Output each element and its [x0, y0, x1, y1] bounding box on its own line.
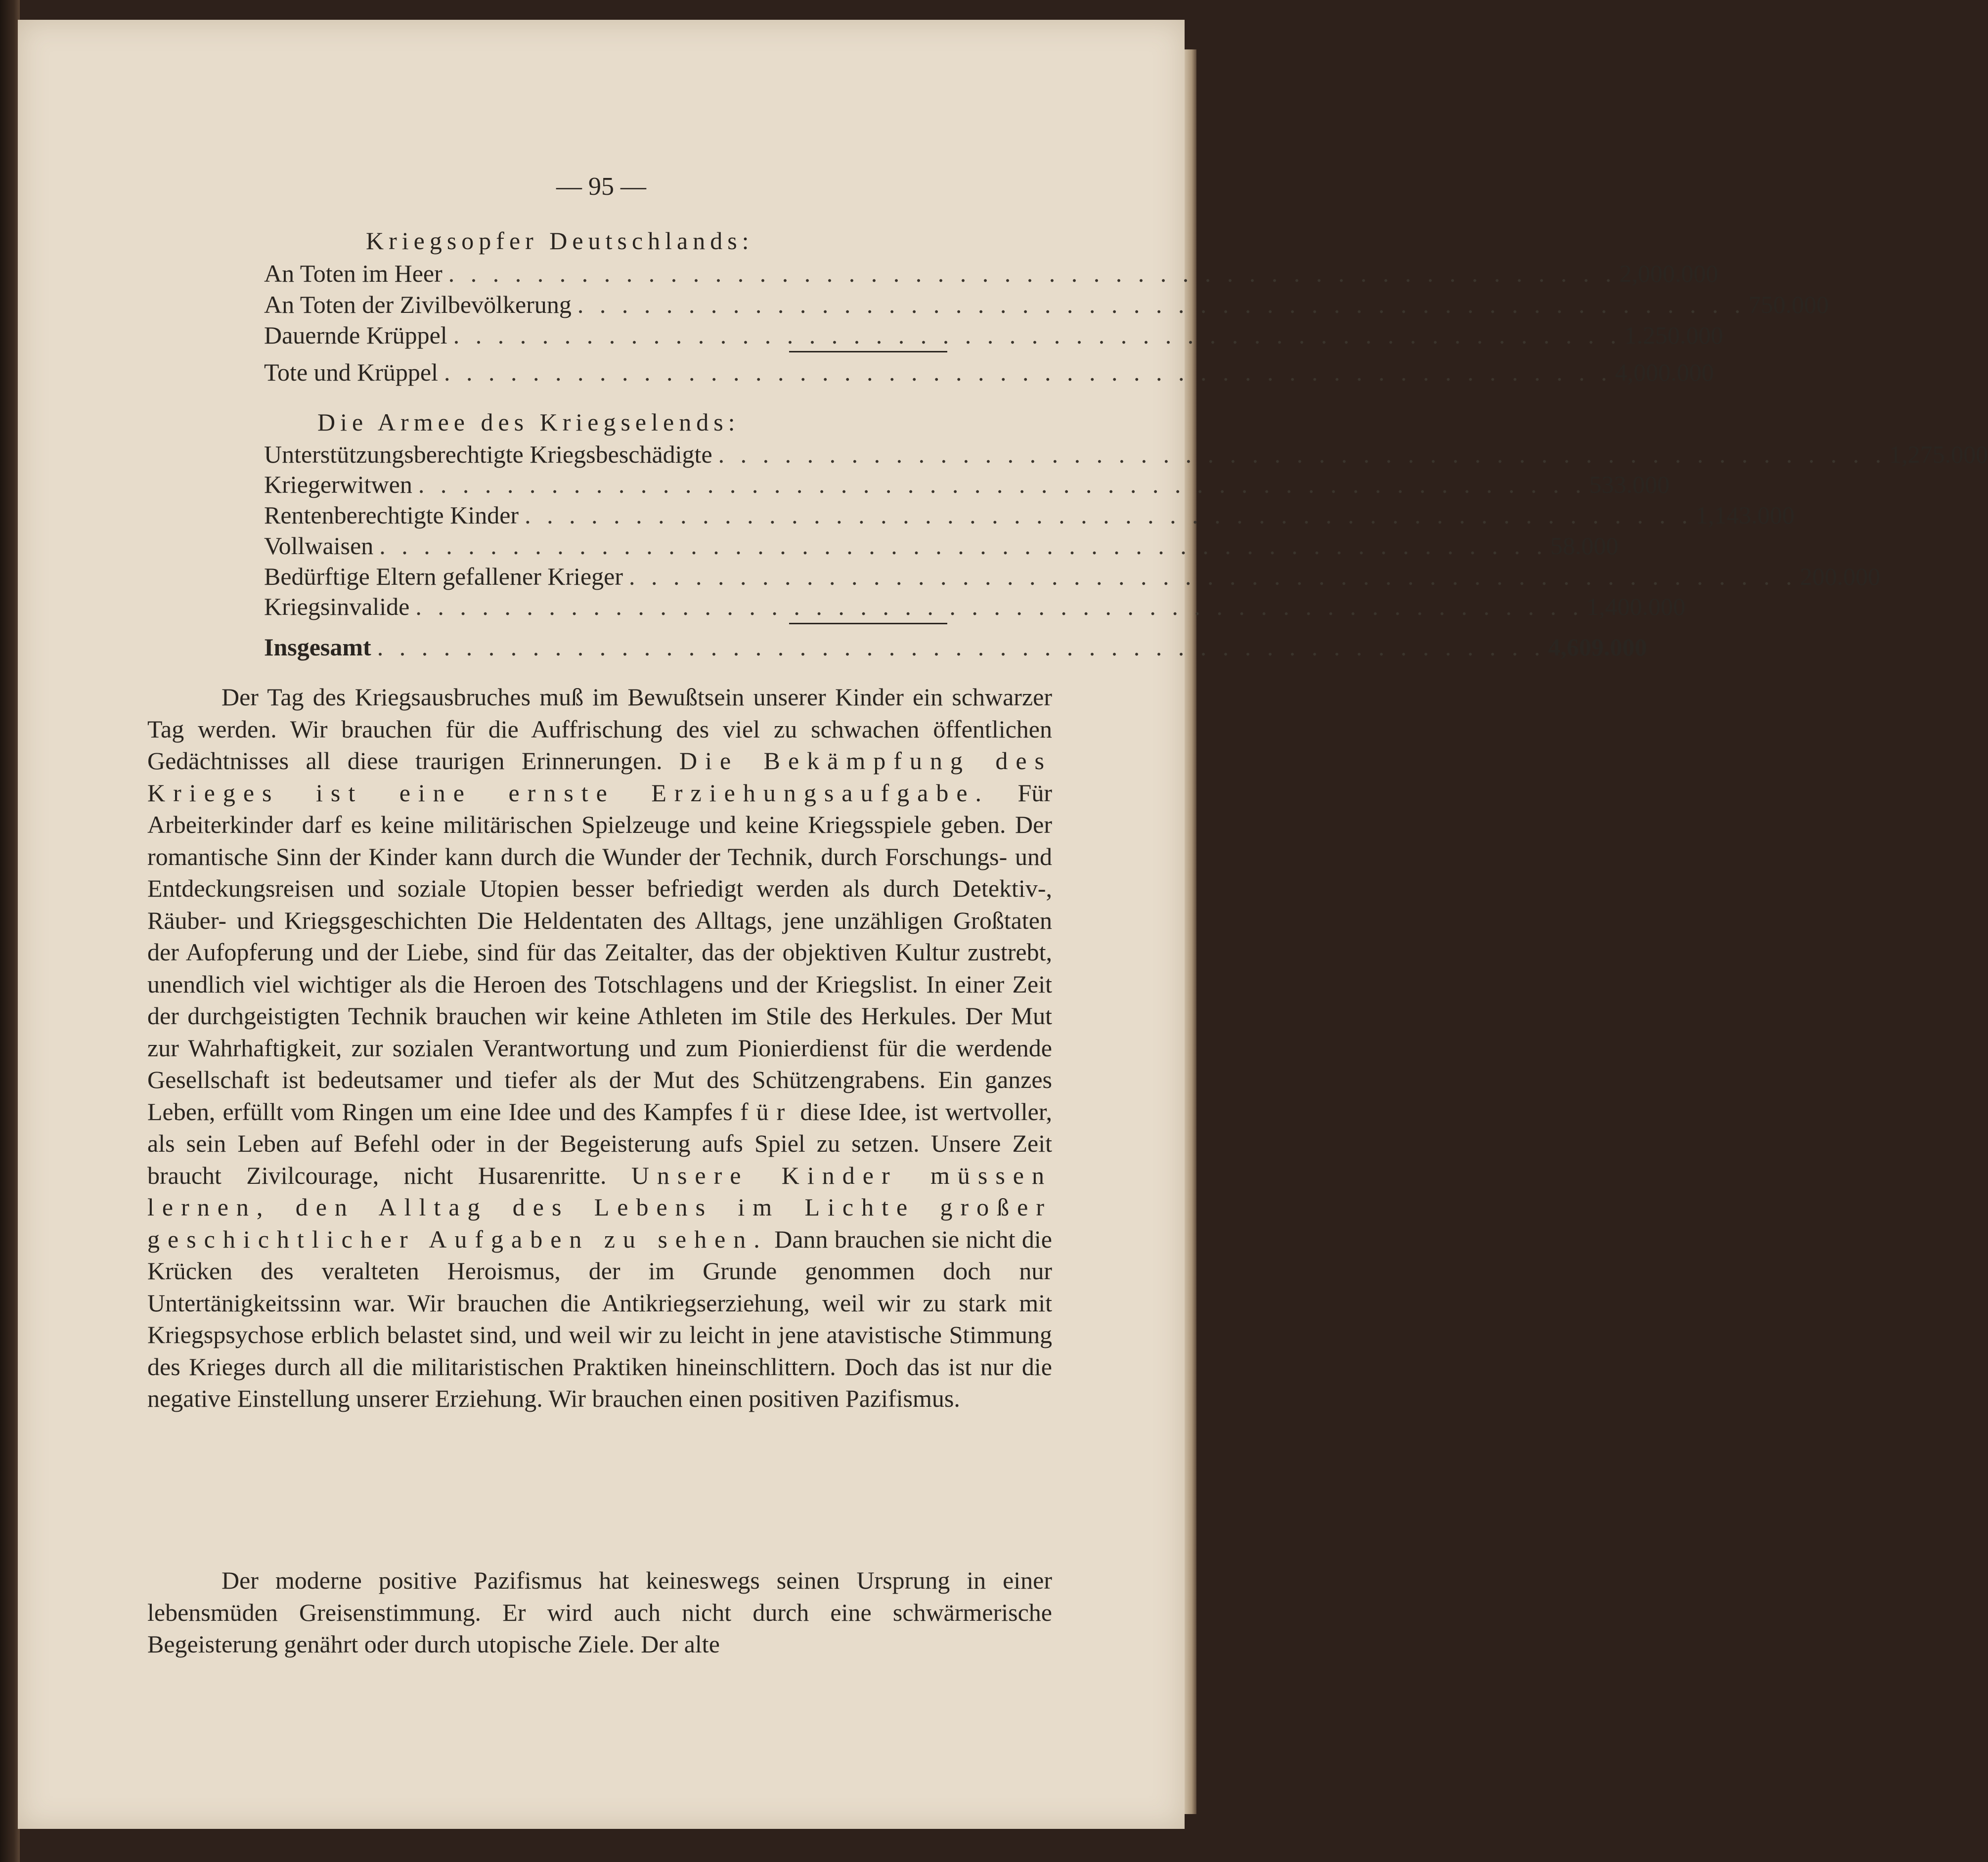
row-label: Insgesamt	[264, 633, 371, 661]
book-spine-edge	[0, 0, 20, 1862]
leader-dots: . . . . . . . . . . . . . . . . . . . . . . . . . . . . . . . . . . . . . . . . . . . . . . . . . . . . .	[448, 260, 1617, 287]
table-total-row	[264, 358, 1714, 388]
table-row	[264, 290, 1829, 320]
row-label: Kriegerwitwen	[264, 471, 412, 498]
emphasized-text: Unsere Kinder müssen lernen, den Alltag des Lebens im Lichte großer geschichtlicher Aufgaben zu sehen.	[147, 1161, 1052, 1253]
leader-dots: . . . . . . . . . . . . . . . . . . . . . . . . . . . . . . . . . . . . . . . . . . . . . . . . . . . . .	[525, 501, 1693, 529]
row-value: 58.000	[1550, 532, 1619, 560]
table-row	[264, 321, 1723, 350]
sum-rule	[789, 623, 947, 624]
body-paragraph-1	[147, 681, 1052, 1415]
text-run: diese Idee, ist wertvoller, als sein Leben auf Befehl oder in der Begeisterung aufs Spiel zu setzen. Unsere Zeit braucht Zivilcourage, nicht Husarenritte.	[147, 1097, 1052, 1189]
row-label: Unterstützungsberechtigte Kriegsbeschädigte	[264, 440, 712, 468]
table-row	[264, 501, 1795, 530]
row-label: Bedürftige Eltern gefallener Krieger	[264, 563, 623, 590]
sum-rule	[789, 351, 947, 352]
leader-dots: . . . . . . . . . . . . . . . . . . . . . . . . . . . . . . . . . . . . . . . . . . . . . . . . . . . . .	[415, 593, 1584, 620]
row-value: 750.000	[1748, 291, 1829, 318]
row-value: 1,143.000	[1695, 501, 1795, 529]
row-value: 4,609.000	[1548, 633, 1647, 661]
page-number: — 95 —	[556, 173, 646, 201]
table-row	[264, 259, 1719, 289]
row-value: 1.250.000	[1624, 321, 1723, 349]
leader-dots: . . . . . . . . . . . . . . . . . . . . . . . . . . . . . . . . . . . . . . . . . . . . . . . . . . . . .	[377, 633, 1546, 661]
row-label: An Toten im Heer	[264, 260, 442, 287]
leader-dots: . . . . . . . . . . . . . . . . . . . . . . . . . . . . . . . . . . . . . . . . . . . . . . . . . . . . .	[418, 471, 1587, 498]
table-row	[264, 470, 1670, 500]
row-label: Rentenberechtigte Kinder	[264, 501, 519, 529]
row-label: An Toten der Zivilbevölkerung	[264, 291, 572, 318]
leader-dots: . . . . . . . . . . . . . . . . . . . . . . . . . . . . . . . . . . . . . . . . . . . . . . . . . . . . .	[453, 321, 1622, 349]
text-run: Für Arbeiterkinder darf es keine militärischen Spielzeuge und keine Kriegsspiele geben. Der romantische Sinn der Kinder kann durch die Wunder der Technik, durch Forschungs- und Entdeckungsreisen und soziale Utopien besser befriedigt werden als durch Detektiv-, Räuber- und Kriegsgeschichten Die Heldentaten des Alltags, jene unzähligen Großtaten der Aufopferung und der Liebe, sind für das Zeitalter, das der objektiven Kultur zustrebt, unendlich viel wichtiger als die Heroen des Totschlagens und der Kriegslist. In einer Zeit der durchgeistigten Technik brauchen wir keine Athleten im Stile des Herkules. Der Mut zur Wahrhaftigkeit, zur sozialen Verantwortung und zum Pionierdienst für die werdende Gesellschaft ist bedeutsamer und tiefer als der Mut des Schützengrabens. Ein ganzes Leben, erfüllt vom Ringen um eine Idee und des Kampfes	[147, 779, 1052, 1126]
table-row	[264, 531, 1619, 561]
leader-dots: . . . . . . . . . . . . . . . . . . . . . . . . . . . . . . . . . . . . . . . . . . . . . . . . . . . . .	[379, 532, 1547, 560]
table-total-row	[264, 633, 1647, 662]
row-value: 533.000	[1589, 471, 1670, 498]
row-value: 200.000	[1800, 563, 1881, 590]
casualties-heading: Kriegsopfer Deutschlands:	[366, 227, 754, 255]
text-run: Dann brauchen sie nicht die Krücken des veralteten Heroismus, der im Grunde genommen doch nur Untertänigkeitssinn war. Wir brauchen die Antikriegserziehung, weil wir zu stark mit Kriegspsychose erblich belastet sind, und weil wir zu leicht in jene atavistische Stimmung des Krieges durch all die militaristischen Praktiken hineinschlittern. Doch das ist nur die negative Einstellung unserer Erziehung. Wir brauchen einen positiven Pazifismus.	[147, 1225, 1052, 1412]
text-run: Der Tag des Kriegsausbruches muß im Bewußtsein unserer Kinder ein schwarzer Tag werden. Wir brauchen für die Auffrischung des viel zu schwachen öffentlichen Gedächtnisses all diese traurigen Erinnerungen.	[147, 683, 1052, 775]
leader-dots: . . . . . . . . . . . . . . . . . . . . . . . . . . . . . . . . . . . . . . . . . . . . . . . . . . . . .	[718, 440, 1887, 468]
table-row	[264, 440, 1988, 470]
leader-dots: . . . . . . . . . . . . . . . . . . . . . . . . . . . . . . . . . . . . . . . . . . . . . . . . . . . . .	[629, 563, 1797, 590]
emphasized-text: Die Bekämpfung des Krieges ist eine ernste Erziehungsaufgabe.	[147, 747, 1052, 807]
row-value: 4,000.000	[1615, 358, 1714, 386]
row-label: Kriegsinvalide	[264, 593, 410, 620]
text-run: Der moderne positive Pazifismus hat keineswegs seinen Ursprung in einer lebensmüden Greisenstimmung. Er wird auch nicht durch eine schwärmerische Begeisterung genährt oder durch utopische Ziele. Der alte	[147, 1566, 1052, 1658]
book-page	[18, 20, 1988, 1829]
body-paragraph-2	[147, 1564, 1052, 1660]
misery-heading: Die Armee des Kriegselends:	[317, 408, 740, 436]
table-row	[264, 592, 1685, 622]
row-value: 1,275.000	[1889, 440, 1988, 468]
row-value: 1,400.000	[1586, 593, 1685, 620]
leader-dots: . . . . . . . . . . . . . . . . . . . . . . . . . . . . . . . . . . . . . . . . . . . . . . . . . . . . .	[443, 358, 1612, 386]
emphasized-text: für	[740, 1097, 793, 1126]
leader-dots: . . . . . . . . . . . . . . . . . . . . . . . . . . . . . . . . . . . . . . . . . . . . . . . . . . . . .	[577, 291, 1746, 318]
table-row	[264, 562, 1881, 592]
row-label: Dauernde Krüppel	[264, 321, 447, 349]
row-label: Vollwaisen	[264, 532, 374, 560]
row-value: 2,000.000	[1619, 260, 1719, 287]
row-label: Tote und Krüppel	[264, 358, 438, 386]
